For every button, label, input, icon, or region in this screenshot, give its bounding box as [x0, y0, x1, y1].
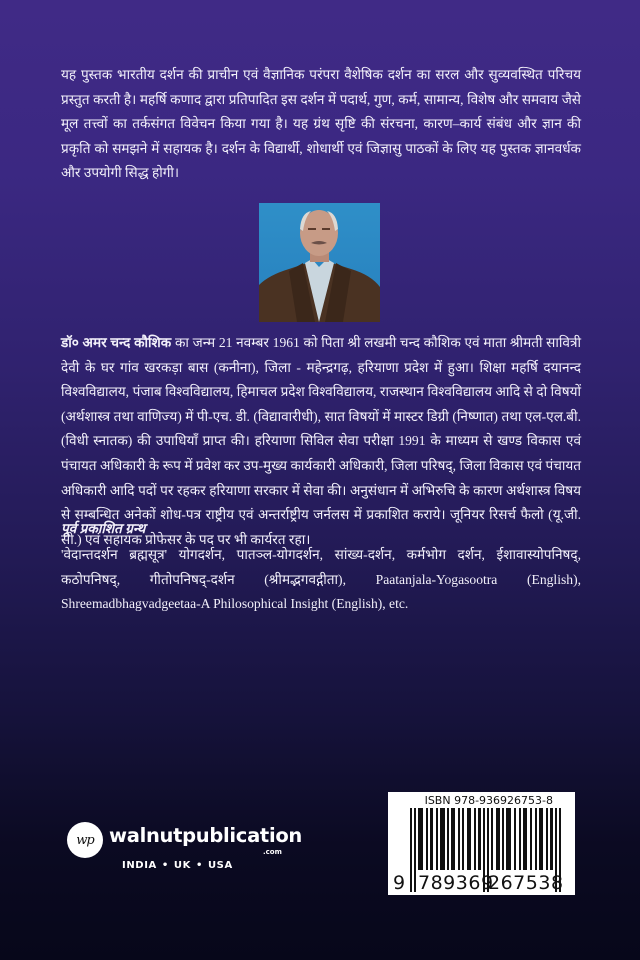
author-portrait-icon: [259, 203, 380, 322]
author-name: डॉ० अमर चन्द कौशिक: [61, 335, 172, 350]
walnut-logo-icon: [67, 822, 103, 858]
isbn-barcode: [388, 792, 575, 895]
barcode-digit-first: 9: [393, 872, 406, 894]
publisher-regions: [122, 860, 233, 871]
region-india: INDIA: [122, 860, 157, 871]
isbn-label: ISBN 978-936926753-8: [424, 794, 553, 807]
publisher-domain: .com: [263, 848, 282, 856]
book-blurb: यह पुस्तक भारतीय दर्शन की प्राचीन एवं वैज्ञानिक परंपरा वैशेषिक दर्शन का सरल और सुव्यवस्थित परिचय प्रस्तुत करती है। महर्षि कणाद द्वारा प्रतिपादित इस दर्शन में पदार्थ, गुण, कर्म, सामान्य, विशेष और समवाय जैसे मूल तत्त्वों का तर्कसंगत विवेचन किया गया है। यह ग्रंथ सृष्टि की संरचना, कारण–कार्य संबंध और ज्ञान की प्रकृति को समझने में सहायक है। दर्शन के विद्यार्थी, शोधार्थी एवं जिज्ञासु पाठकों के लिए यह पुस्तक ज्ञानवर्धक और उपयोगी सिद्ध होगी।: [61, 67, 581, 181]
barcode-digits-left: 789369: [418, 872, 494, 894]
logo-mark: wp: [76, 832, 94, 848]
separator-dot: •: [161, 860, 169, 871]
previous-works-heading: पूर्व प्रकाशित ग्रन्थ: [61, 521, 146, 536]
author-bio-text: का जन्म 21 नवम्बर 1961 को पिता श्री लखमी चन्द कौशिक एवं माता श्रीमती सावित्री देवी के घर गांव खरकड़ा बास (कनीना), जिला - महेन्द्रगढ़, हरियाणा प्रदेश में हुआ। शिक्षा महर्षि दयानन्द विश्वविद्यालय, पंजाब विश्वविद्यालय, हिमाचल प्रदेश विश्वविद्यालय, राजस्थान विश्वविद्यालय आदि से दो विषयों (अर्थशास्त्र तथा वाणिज्य) में पी-एच. डी. (विद्यावारीधी), सात विषयों में मास्टर डिग्री (निष्णात) तथा एल-एल.बी. (विधी स्नातक) की उपाधियाँ प्राप्त की। हरियाणा सिविल सेवा परीक्षा 1991 के माध्यम से खण्ड विकास एवं पंचायत अधिकारी के रूप में प्रवेश कर उप-मुख्य कार्यकारी अधिकारी, जिला परिषद्, जिला विकास एवं पंचायत अधिकारी आदि पदों पर रहकर हरियाणा सरकार में सेवा की। अनुसंधान में अभिरुचि के कारण अर्थशास्त्र विषय से सम्बन्धित अनेकों शोध-पत्र राष्ट्रीय एवं अन्तर्राष्ट्रीय जर्नलस में प्रकाशित कराये। जूनियर रिसर्च फैलो (यू.जी. सी.) एवं सहायक प्रोफेसर के पद पर भी कार्यरत रहा।: [61, 335, 581, 547]
publisher-logo: [67, 822, 307, 882]
region-usa: USA: [207, 860, 233, 871]
region-uk: UK: [173, 860, 191, 871]
publisher-name: walnutpublication: [109, 824, 303, 847]
barcode-digits-right: 267538: [488, 872, 564, 894]
previous-works-list: 'वेदान्तदर्शन ब्रह्मसूत्र' योगदर्शन, पातञ्ल-योगदर्शन, सांख्य-दर्शन, कर्मभोग दर्शन, ईशावास्योपनिषद्, कठोपनिषद्, गीतोपनिषद्-दर्शन (श्रीमद्भगवद्गीता), Paatanjala-Yogasootra (English), Shreemadbhagvadgeetaa-A Philosophical Insight (English), etc.: [61, 547, 581, 612]
author-photo: [259, 203, 380, 322]
separator-dot: •: [195, 860, 203, 871]
